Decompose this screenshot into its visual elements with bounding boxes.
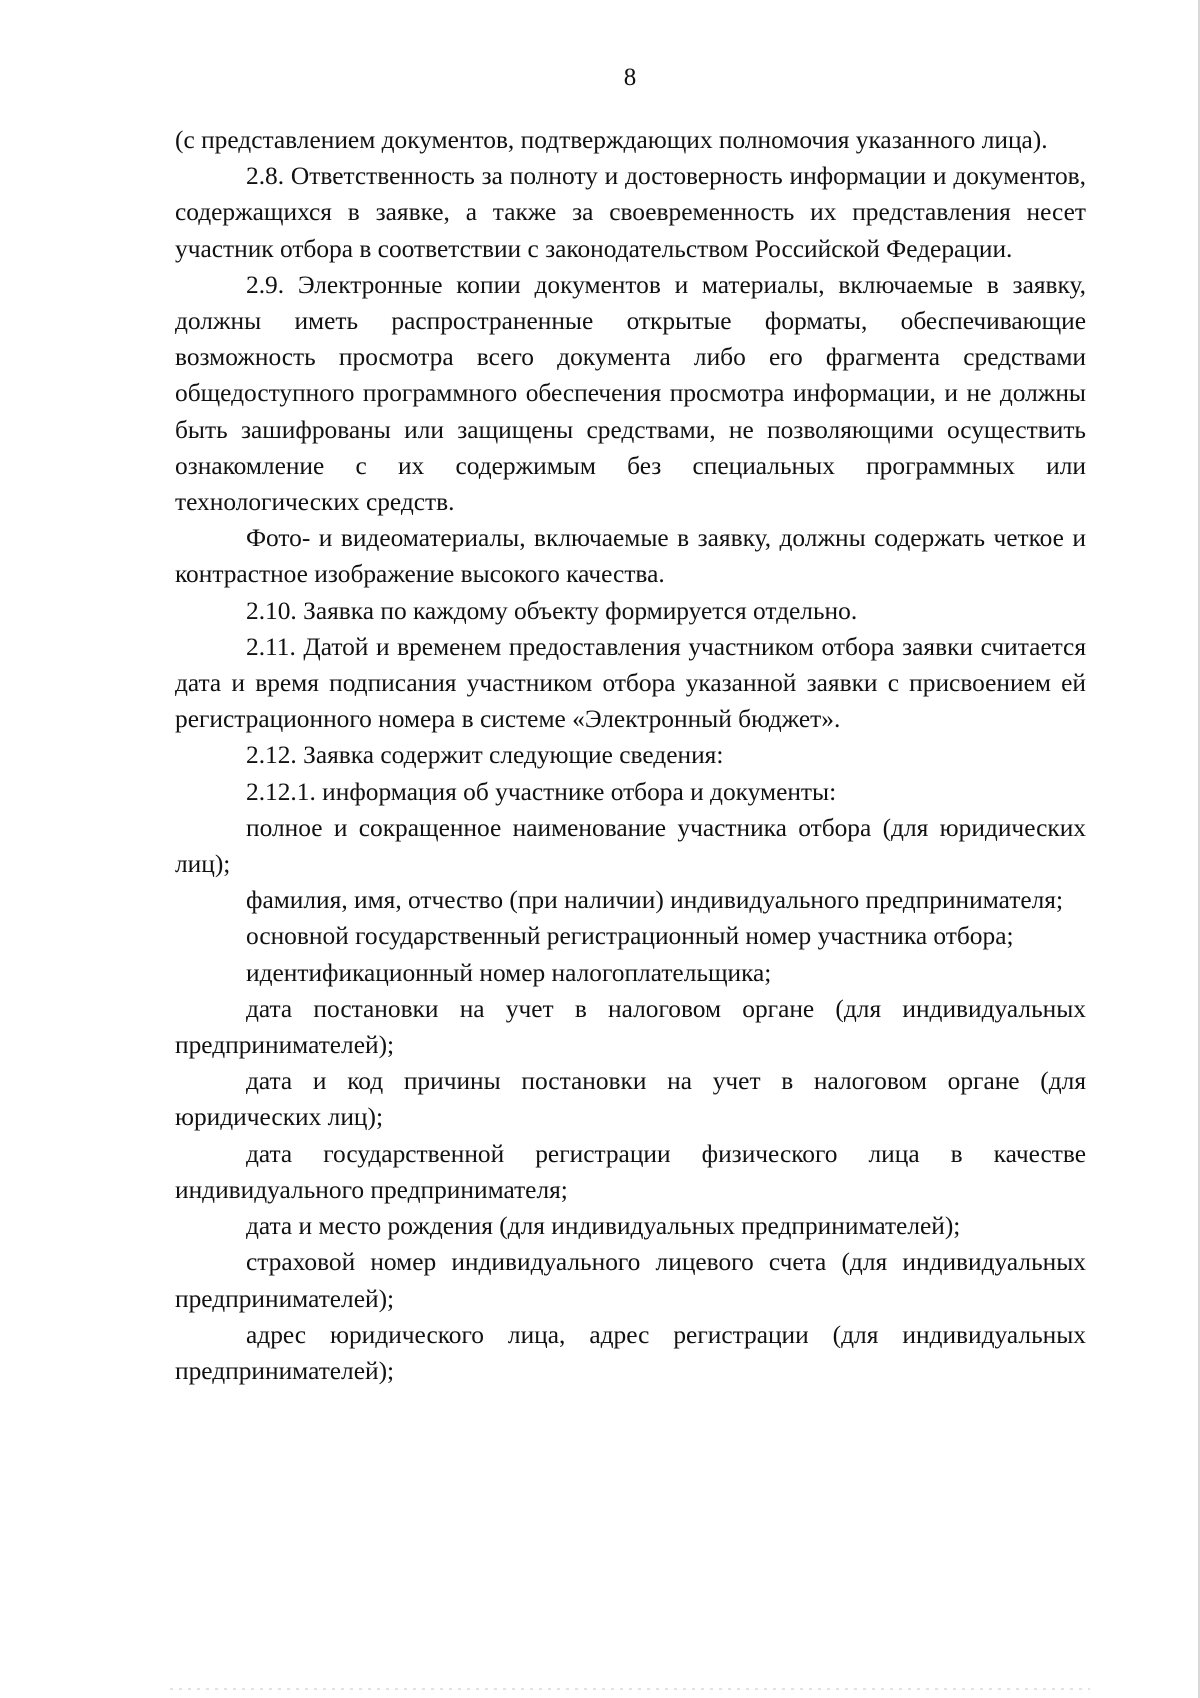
paragraph-continuation: (с представлением документов, подтверждающих полномочия указанного лица). (175, 126, 1048, 154)
list-item-tax-registration-date: дата постановки на учет в налоговом органе (для индивидуальных предпринимателей); (175, 994, 1086, 1060)
paragraph-photo-video: Фото- и видеоматериалы, включаемые в заявку, должны содержать четкое и контрастное изображение высокого качества. (175, 524, 1086, 589)
list-item-ogrn: основной государственный регистрационный номер участника отбора; (246, 922, 1014, 951)
document-body (175, 122, 1086, 1389)
list-item-state-registration-date: дата государственной регистрации физического лица в качестве индивидуального предпринимателя; (175, 1139, 1086, 1204)
paragraph-2-11: 2.11. Датой и временем предоставления участником отбора заявки считается дата и время подписания участником отбора указанной заявки с присвоением ей регистрационного номера в системе «Электронный бюджет». (175, 632, 1086, 734)
page-number: 8 (623, 64, 637, 91)
list-item-birth-date-place: дата и место рождения (для индивидуальных предпринимателей); (246, 1212, 961, 1241)
list-item-fio: фамилия, имя, отчество (при наличии) индивидуального предпринимателя; (246, 886, 1063, 915)
list-item-snils: страховой номер индивидуального лицевого счета (для индивидуальных предпринимателей); (175, 1248, 1086, 1313)
paragraph-2-12-1: 2.12.1. информация об участнике отбора и документы: (246, 777, 837, 806)
scan-artifact-line (170, 1688, 1090, 1690)
list-item-name: полное и сокращенное наименование участника отбора (для юридических лиц); (175, 813, 1086, 879)
paragraph-2-8: 2.8. Ответственность за полноту и достоверность информации и документов, содержащихся в заявке, а также за своевременность их представления несет участник отбора в соответствии с законодательством Российской Федерации. (175, 162, 1086, 263)
list-item-kpp: дата и код причины постановки на учет в налоговом органе (для юридических лиц); (175, 1067, 1086, 1132)
paragraph-2-9: 2.9. Электронные копии документов и материалы, включаемые в заявку, должны иметь распространенные открытые форматы, обеспечивающие возможность просмотра всего документа либо его фрагмента средствами общедоступного программного обеспечения просмотра информации, и не должны быть зашифрованы или защищены средствами, не позволяющими осуществить ознакомление с их содержимым без специальных программных или технологических средств. (175, 270, 1086, 517)
list-item-inn: идентификационный номер налогоплательщика; (246, 958, 772, 987)
list-item-address: адрес юридического лица, адрес регистрации (для индивидуальных предпринимателей); (175, 1320, 1086, 1385)
paragraph-2-10: 2.10. Заявка по каждому объекту формируется отдельно. (246, 596, 858, 625)
paragraph-2-12: 2.12. Заявка содержит следующие сведения: (246, 741, 724, 770)
